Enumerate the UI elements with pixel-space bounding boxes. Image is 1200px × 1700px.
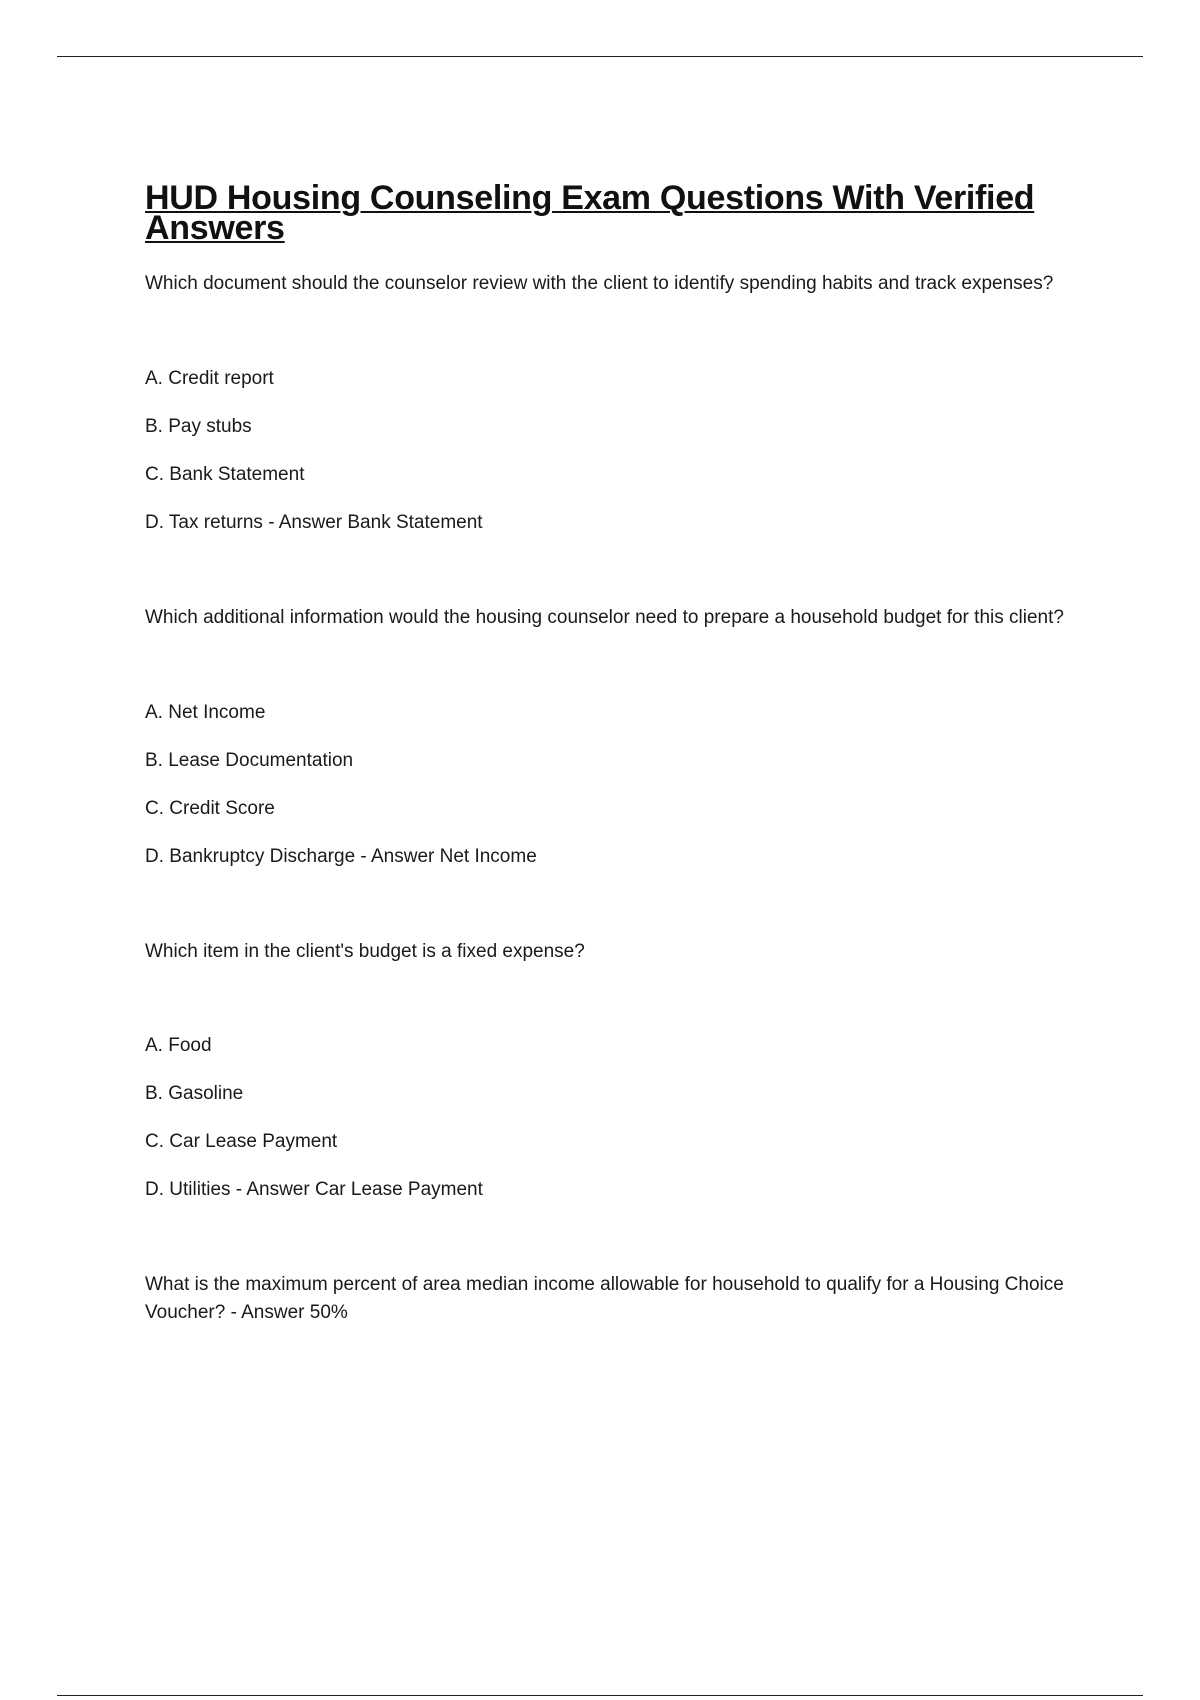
- header-rule: [57, 56, 1143, 57]
- question-block-1: [145, 270, 1085, 537]
- question-block-3: [145, 938, 1085, 1204]
- answer-option: D. Bankruptcy Discharge - Answer Net Income: [145, 846, 537, 867]
- answer-option: B. Pay stubs: [145, 416, 252, 437]
- question-text: What is the maximum percent of area median income allowable for household to qualify for a Housing Choice Voucher? - Answer 50%: [145, 1274, 1064, 1323]
- question-block-2: [145, 604, 1085, 871]
- question-block-4: [145, 1271, 1085, 1327]
- answer-option: B. Gasoline: [145, 1083, 244, 1104]
- answer-option: C. Credit Score: [145, 798, 275, 819]
- document-title: HUD Housing Counseling Exam Questions With Verified Answers: [145, 179, 1035, 247]
- answer-option: C. Car Lease Payment: [145, 1131, 338, 1152]
- footer-rule: [57, 1695, 1143, 1696]
- question-text: Which item in the client's budget is a fixed expense?: [145, 941, 585, 962]
- answer-option: D. Utilities - Answer Car Lease Payment: [145, 1179, 483, 1200]
- question-text: Which document should the counselor review with the client to identify spending habits and track expenses?: [145, 273, 1054, 294]
- document-body: [145, 179, 1085, 1327]
- answer-option: B. Lease Documentation: [145, 750, 354, 771]
- answer-options: [145, 365, 1085, 537]
- answer-option: A. Net Income: [145, 702, 266, 723]
- answer-options: [145, 699, 1085, 871]
- question-text: Which additional information would the housing counselor need to prepare a household budget for this client?: [145, 607, 1064, 628]
- answer-option: C. Bank Statement: [145, 464, 305, 485]
- answer-option: A. Food: [145, 1035, 212, 1056]
- answer-option: A. Credit report: [145, 368, 274, 389]
- answer-option: D. Tax returns - Answer Bank Statement: [145, 512, 483, 533]
- answer-options: [145, 1032, 1085, 1204]
